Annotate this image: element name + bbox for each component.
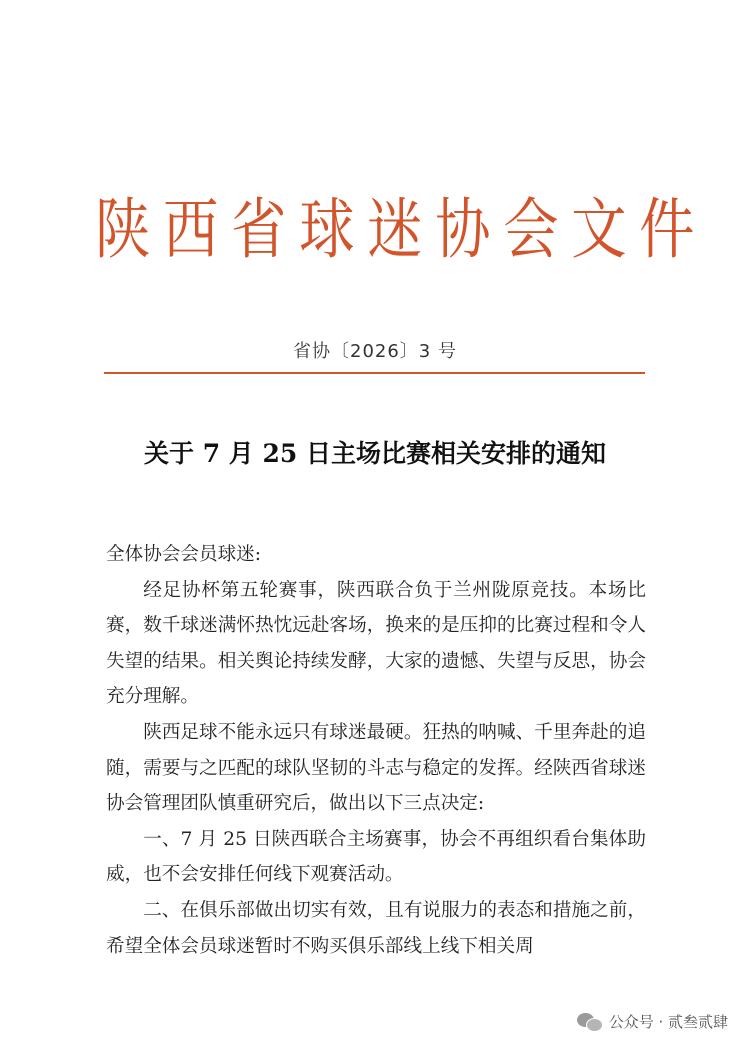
document-header-title: 陕 西 省 球 迷 协 会 文 件 xyxy=(95,191,693,268)
header-divider xyxy=(104,372,645,374)
document-body xyxy=(106,537,646,964)
body-paragraph: 陕西足球不能永远只有球迷最硬。狂热的呐喊、千里奔赴的追随，需要与之匹配的球队坚韧的斗志与稳定的发挥。经陕西省球迷协会管理团队慎重研究后，做出以下三点决定: xyxy=(106,721,646,815)
watermark-text: 公众号 · 贰叁贰肆 xyxy=(608,1013,728,1031)
body-paragraph: 经足协杯第五轮赛事，陕西联合负于兰州陇原竞技。本场比赛，数千球迷满怀热忱远赴客场，换来的是压抑的比赛过程和令人失望的结果。相关舆论持续发酵，大家的遗憾、失望与反思，协会充分理解。 xyxy=(106,579,646,708)
salutation: 全体协会会员球迷: xyxy=(106,544,262,565)
document-number: 省协〔2026〕3 号 xyxy=(293,341,457,362)
body-paragraph: 二、在俱乐部做出切实有效，且有说服力的表态和措施之前，希望全体会员球迷暂时不购买俱乐部线上线下相关周 xyxy=(106,899,646,957)
notice-title: 关于 7 月 25 日主场比赛相关安排的通知 xyxy=(143,439,606,468)
wechat-icon xyxy=(577,1012,603,1032)
wechat-watermark xyxy=(577,1011,728,1032)
body-paragraph: 一、7 月 25 日陕西联合主场赛事，协会不再组织看台集体助威，也不会安排任何线下观赛活动。 xyxy=(106,828,646,886)
